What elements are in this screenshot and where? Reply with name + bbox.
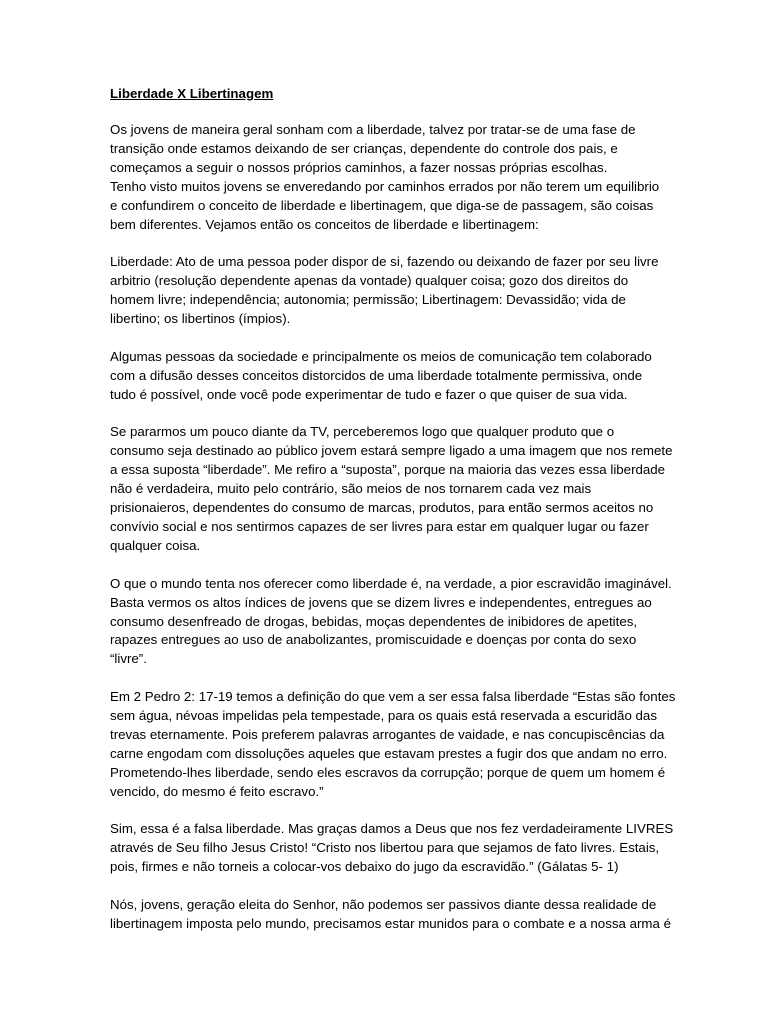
text-line: arbitrio (resolução dependente apenas da vontade) qualquer coisa; gozo dos direitos do [110, 273, 629, 289]
text-line: qualquer coisa. [110, 537, 201, 553]
text-line: Se pararmos um pouco diante da TV, perceberemos logo que qualquer produto que o [110, 424, 615, 440]
paragraph [110, 688, 676, 801]
text-line: consumo desenfreado de drogas, bebidas, moças dependentes de inibidores de apetites, [110, 613, 638, 629]
paragraph [110, 253, 670, 329]
text-line: Algumas pessoas da sociedade e principalmente os meios de comunicação tem colaborado [110, 348, 652, 364]
text-line: tudo é possível, onde você pode experimentar de tudo e fazer o que quiser de sua vida. [110, 386, 628, 402]
text-line: libertino; os libertinos (ímpios). [110, 311, 291, 327]
text-line: Prometendo-lhes liberdade, sendo eles escravos da corrupção; porque de quem um homem é [110, 764, 666, 780]
text-line: vencido, do mesmo é feito escravo.” [110, 783, 324, 799]
text-line: pois, firmes e não torneis a colocar-vos debaixo do jugo da escravidão.” (Gálatas 5- 1) [110, 859, 619, 875]
text-line: consumo seja destinado ao público jovem estará sempre ligado a uma imagem que nos remete [110, 443, 673, 459]
text-line: com a difusão desses conceitos distorcidos de uma liberdade totalmente permissiva, onde [110, 367, 643, 383]
text-line: bem diferentes. Vejamos então os conceitos de liberdade e libertinagem: [110, 216, 539, 232]
text-line: Em 2 Pedro 2: 17-19 temos a definição do que vem a ser essa falsa liberdade “Estas são fontes [110, 689, 676, 705]
text-line: Tenho visto muitos jovens se enveredando por caminhos errados por não terem um equilibrio [110, 178, 660, 194]
text-line: Os jovens de maneira geral sonham com a liberdade, talvez por tratar-se de uma fase de [110, 122, 636, 137]
text-line: “livre”. [110, 651, 147, 667]
document-page [110, 84, 676, 953]
text-line: não é verdadeira, muito pelo contrário, são meios de nos tornarem cada vez mais [110, 481, 592, 497]
text-line: Sim, essa é a falsa liberdade. Mas graças damos a Deus que nos fez verdadeiramente LIVRES [110, 821, 674, 837]
paragraph [110, 348, 670, 405]
document-title: Liberdade X Libertinagem [110, 86, 274, 101]
paragraph [110, 820, 674, 877]
text-line: e confundirem o conceito de liberdade e libertinagem, que diga-se de passagem, são coisas [110, 197, 654, 213]
text-line: homem livre; independência; autonomia; permissão; Libertinagem: Devassidão; vida de [110, 292, 626, 308]
text-line: a essa suposta “liberdade”. Me refiro a “suposta”, porque na maioria das vezes essa liberdade [110, 462, 666, 478]
text-line: Liberdade: Ato de uma pessoa poder dispor de si, fazendo ou deixando de fazer por seu livre [110, 254, 659, 270]
text-line: O que o mundo tenta nos oferecer como liberdade é, na verdade, a pior escravidão imaginável. [110, 575, 672, 591]
text-line: carne engodam com dissoluções aqueles que estavam prestes a fugir dos que andam no erro. [110, 745, 668, 761]
text-line: libertinagem imposta pelo mundo, precisamos estar munidos para o combate e a nossa arma é [110, 915, 671, 931]
text-line: começamos a seguir o nossos próprios caminhos, a fazer nossas próprias escolhas. [110, 159, 608, 175]
text-line: rapazes entregues ao uso de anabolizantes, promiscuidade e doenças por conta do sexo [110, 632, 637, 648]
text-line: transição onde estamos deixando de ser crianças, dependente do controle dos pais, e [110, 140, 618, 156]
text-line: sem água, névoas impelidas pela tempestade, para os quais está reservada a escuridão das [110, 708, 657, 724]
paragraph [110, 121, 670, 234]
paragraph [110, 423, 673, 555]
text-line: Nós, jovens, geração eleita do Senhor, não podemos ser passivos diante dessa realidade de [110, 897, 657, 913]
text-line: Basta vermos os altos índices de jovens que se dizem livres e independentes, entregues ao [110, 594, 652, 610]
document-body [110, 121, 676, 934]
text-line: através de Seu filho Jesus Cristo! “Cristo nos libertou para que sejamos de fato livres. Estais, [110, 840, 660, 856]
text-line: prisionaieros, dependentes do consumo de marcas, produtos, para então sermos aceitos no [110, 500, 654, 516]
text-line: convívio social e nos sentirmos capazes de ser livres para estar em qualquer lugar ou fazer [110, 518, 649, 534]
paragraph [110, 575, 670, 670]
text-line: trevas eternamente. Pois preferem palavras arrogantes de vaidade, e nas concupiscências da [110, 726, 665, 742]
paragraph [110, 896, 670, 934]
